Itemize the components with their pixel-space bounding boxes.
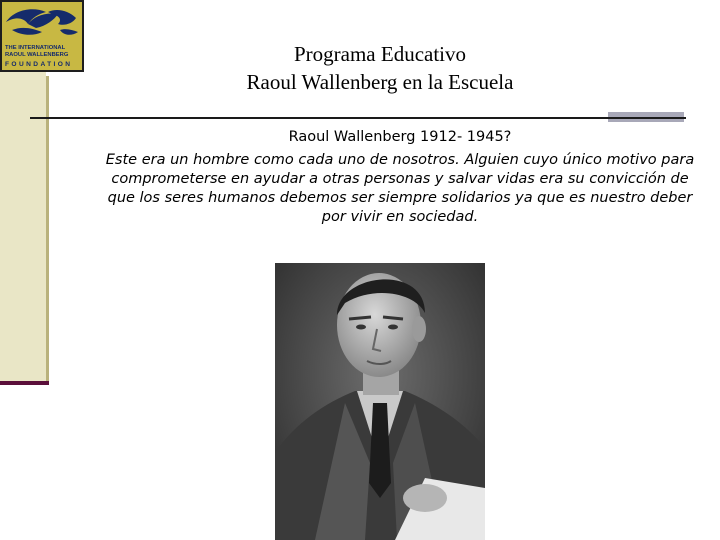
body-paragraph: Este era un hombre como cada uno de nosotros. Alguien cuyo único motivo para comprometerse en ayudar a otras personas y salvar vidas era su convicción de que los seres humanos debemos ser siempre solidarios ya que es nuestro deber por vivir en sociedad. <box>105 152 695 225</box>
sidebar-edge <box>46 76 49 383</box>
logo-text-line3: FOUNDATION <box>5 61 73 68</box>
foundation-logo <box>0 0 84 72</box>
logo-text-line2: RAOUL WALLENBERG <box>5 52 69 58</box>
page-title-line2: Raoul Wallenberg en la Escuela <box>246 70 514 94</box>
portrait-illustration <box>275 263 485 540</box>
section-subtitle: Raoul Wallenberg 1912- 1945? <box>288 129 512 145</box>
page-title-line1: Programa Educativo <box>293 42 467 66</box>
portrait-photo <box>275 263 485 540</box>
sidebar-bottom-bar <box>0 381 49 385</box>
logo-text-line1: THE INTERNATIONAL <box>5 45 66 51</box>
title-divider <box>30 117 686 119</box>
eye-emblem-icon <box>2 2 82 44</box>
